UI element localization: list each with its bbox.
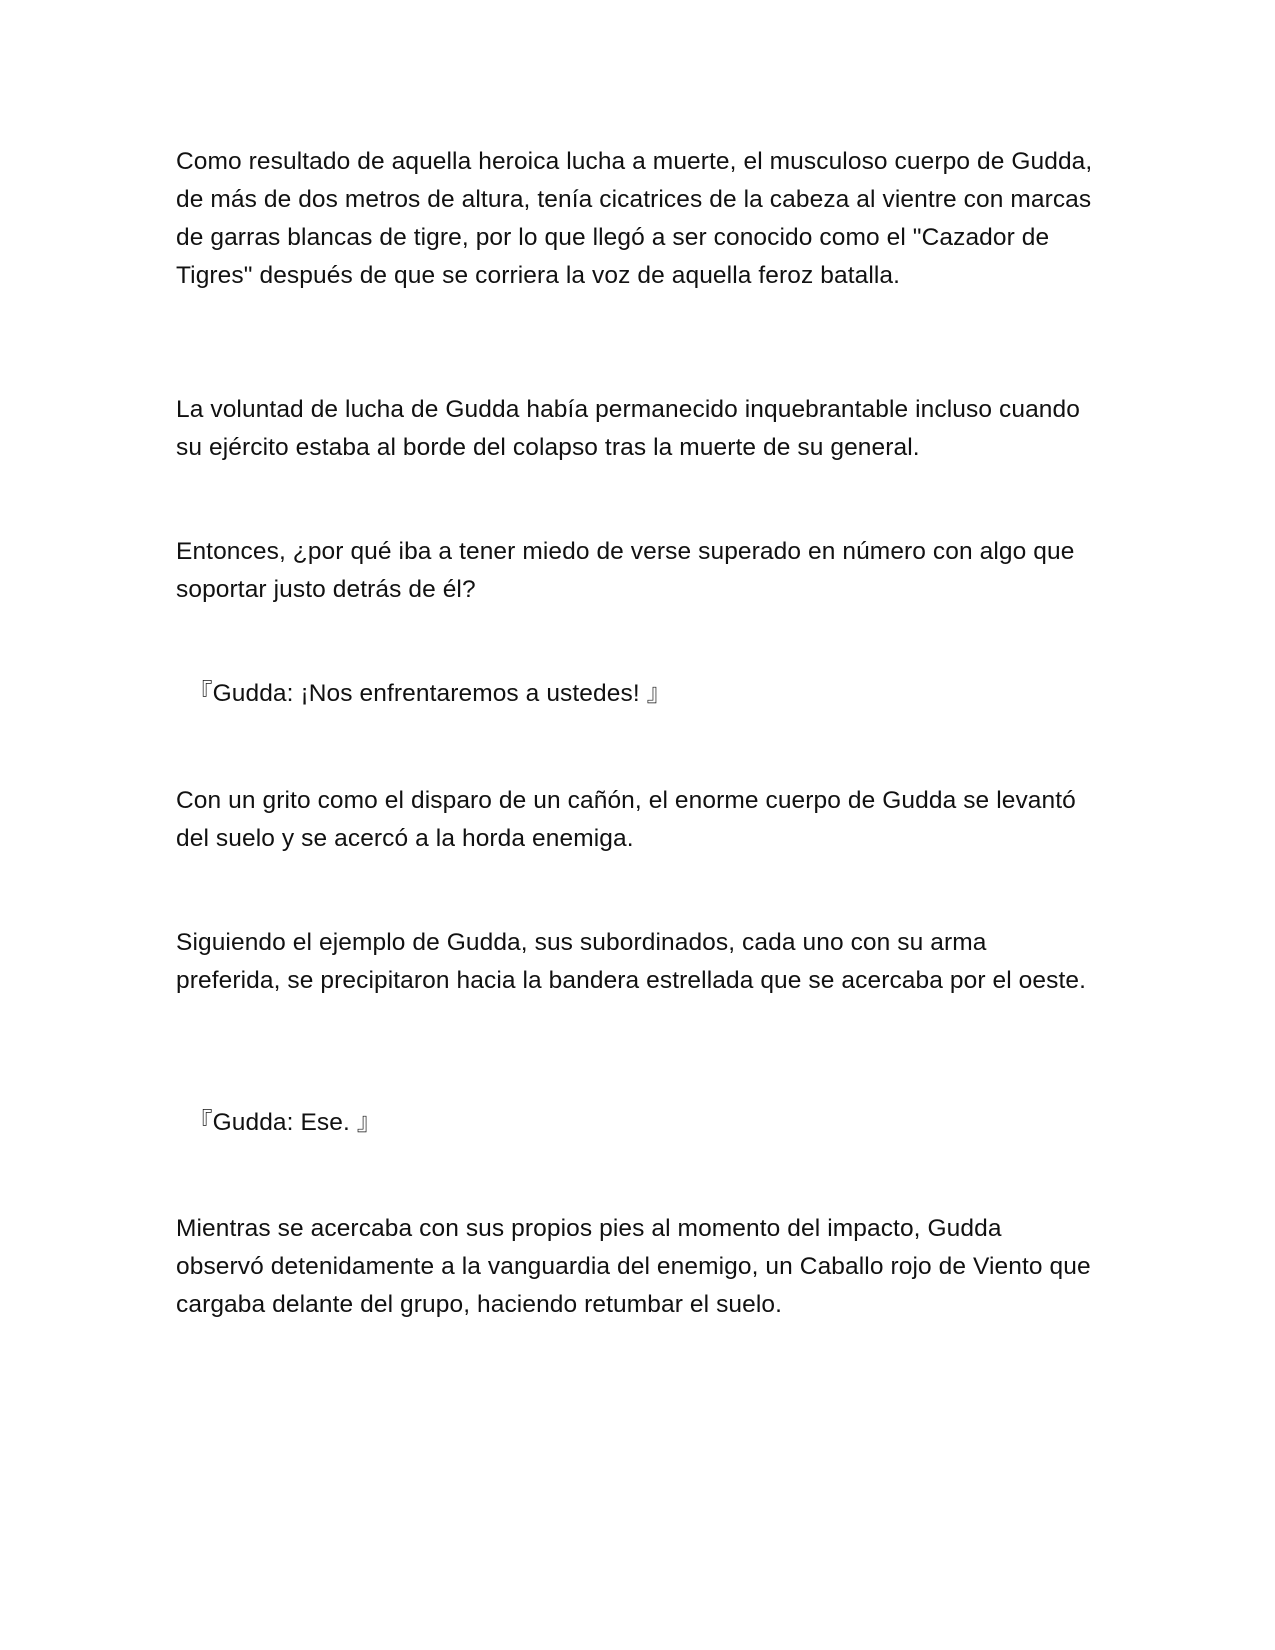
paragraph-tiger-hunter: Como resultado de aquella heroica lucha a muerte, el musculoso cuerpo de Gudda, de más de dos metros de altura, tenía cicatrices de la cabeza al vientre con marcas de garras blancas de tigre, por lo que llegó a ser conocido como el "Cazador de Tigres" después de que se corriera la voz de aquella feroz batalla. — [176, 148, 1093, 289]
paragraph-cannon-shout: Con un grito como el disparo de un cañón, el enorme cuerpo de Gudda se levantó del suelo y se acercó a la horda enemiga. — [176, 787, 1076, 852]
paragraph-why-afraid: Entonces, ¿por qué iba a tener miedo de verse superado en número con algo que soportar justo detrás de él? — [176, 538, 1075, 603]
paragraph-will-to-fight: La voluntad de lucha de Gudda había permanecido inquebrantable incluso cuando su ejército estaba al borde del colapso tras la muerte de su general. — [176, 396, 1080, 461]
dialogue-face-you: 『Gudda: ¡Nos enfrentaremos a ustedes! 』 — [188, 680, 672, 707]
paragraph-subordinates-charge: Siguiendo el ejemplo de Gudda, sus subordinados, cada uno con su arma preferida, se precipitaron hacia la bandera estrellada que se acercaba por el oeste. — [176, 929, 1087, 994]
paragraph-enemy-vanguard: Mientras se acercaba con sus propios pies al momento del impacto, Gudda observó detenidamente a la vanguardia del enemigo, un Caballo rojo de Viento que cargaba delante del grupo, haciendo retumbar el suelo. — [176, 1215, 1091, 1318]
dialogue-that-one: 『Gudda: Ese. 』 — [188, 1109, 382, 1136]
